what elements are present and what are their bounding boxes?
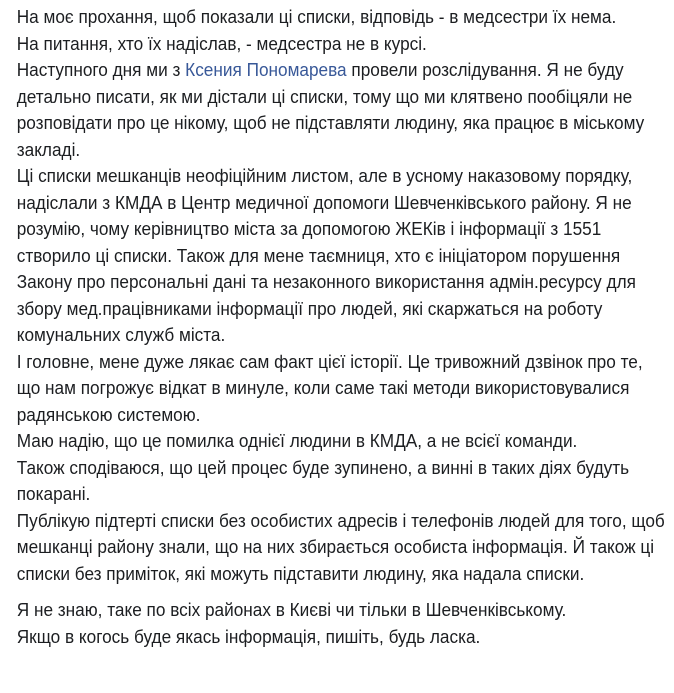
post-paragraph-request: На моє прохання, щоб показали ці списки, відповідь - в медсестри їх нема. <box>16 6 617 27</box>
post-paragraph-main-concern: І головне, мене дуже лякає сам факт цієї історії. Це тривожний дзвінок про те, що нам погрожує відкат в минуле, коли саме такі методи використовувалися радянською системою. <box>16 350 643 425</box>
investigation-text-after: провели розслідування. Я не буду детально писати, як ми дістали ці списки, тому що ми клятвено пообіцяли не розповідати про це нікому, щоб не підставляти людину, яка працює в міському закладі. <box>16 59 645 160</box>
post-paragraph-lists: Ці списки мешканців неофіційним листом, але в усному наказовому порядку, надіслали з КМДА в Центр медичної допомоги Шевченківського району. Я не розумію, чому керівництво міста за допомогою ЖЕКів і інформації з 1551 створило ці списки. Також для мене таємниця, хто є ініціатором порушення Закону про персональні дані та незаконного використання адмін.ресурсу для збору мед.працівниками інформації про людей, які скаржаться на роботу комунальних служб міста. <box>16 165 636 345</box>
investigation-text-before: Наступного дня ми з <box>16 59 186 80</box>
post-paragraph-closing-2: Якщо в когось буде якась інформація, пишіть, будь ласка. <box>16 625 481 647</box>
post-paragraph-publication: Публікую підтерті списки без особистих адресів і телефонів людей для того, щоб мешканці району знали, що на них збирається особиста інформація. Й також ці списки без приміток, які можуть підставити людину, яка надала списки. <box>16 509 665 584</box>
mention-link[interactable]: Ксения Пономарева <box>185 59 347 80</box>
post-paragraph-closing-1: Я не знаю, таке по всіх районах в Києві чи тільки в Шевченківському. <box>16 599 567 620</box>
post-paragraph-expectation: Також сподіваюся, що цей процес буде зупинено, а винні в таких діях будуть покарані. <box>16 456 630 504</box>
post-paragraph-hope: Маю надію, що це помилка однієї людини в КМДА, а не всієї команди. <box>16 430 578 451</box>
post-paragraph-investigation <box>17 57 668 163</box>
post-paragraph-question: На питання, хто їх надіслав, - медсестра не в курсі. <box>16 32 427 54</box>
